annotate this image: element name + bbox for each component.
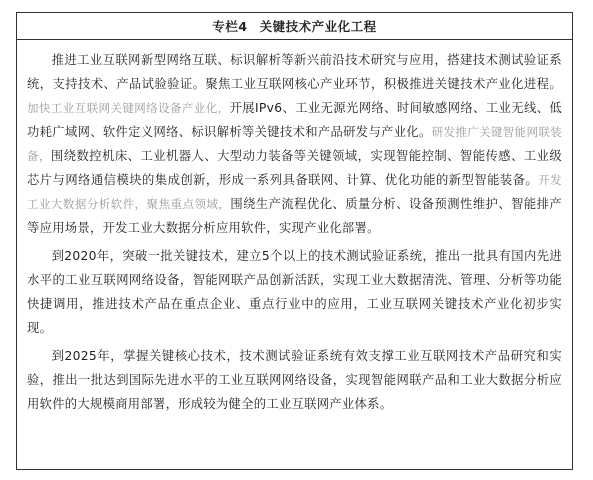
text-segment: 到2025年，掌握关键核心技术，技术测试验证系统有效支撑工业互联网技术产品研究和实验，推出一批达到国际先进水平的工业互联网网络设备，实现智能网联产品和工业大数据分析应用软件的大规模商用部署，形成较为健全的工业互联网产业体系。	[27, 349, 562, 411]
text-segment: 开展IPv6、工业无源光网络、时间敏感网络、工业无线、低功耗广域网、软件定义网络、标识解析等关键技术和产品研发与产业化。	[27, 101, 562, 139]
text-segment: 围绕数控机床、工业机器人、大型动力装备等关键领域，实现智能控制、智能传感、工业级芯片与网络通信模块的集成创新，形成一系列具备联网、计算、优化功能的新型智能装备。	[27, 149, 562, 187]
column-box	[16, 12, 573, 470]
column-number: 专栏4	[212, 19, 248, 34]
column-heading: 关键技术产业化工程	[259, 19, 377, 34]
paragraph-2020-goals	[27, 244, 562, 340]
highlight-bigdata-software: 开发工业大数据分析软件，聚焦重点领域，	[27, 173, 562, 211]
paragraph-2025-goals	[27, 344, 562, 416]
highlight-network-equipment: 加快工业互联网关键网络设备产业化，	[27, 101, 230, 115]
paragraph-overview	[27, 48, 562, 240]
text-segment: 推进工业互联网新型网络互联、标识解析等新兴前沿技术研究与应用，搭建技术测试验证系统，支持技术、产品试验验证。聚焦工业互联网核心产业环节，积极推进关键技术产业化进程。	[27, 53, 562, 91]
highlight-smart-equipment: 研发推广关键智能网联装备，	[27, 125, 562, 163]
text-segment: 围绕生产流程优化、质量分析、设备预测性维护、智能排产等应用场景，开发工业大数据分析应用软件，实现产业化部署。	[27, 197, 562, 235]
column-title	[17, 13, 572, 40]
column-content	[17, 40, 572, 416]
text-segment: 到2020年，突破一批关键技术，建立5个以上的技术测试验证系统，推出一批具有国内先进水平的工业互联网网络设备，智能网联产品创新活跃，实现工业大数据清洗、管理、分析等功能快捷调用，推进技术产品在重点企业、重点行业中的应用，工业互联网关键技术产业化初步实现。	[27, 249, 562, 335]
